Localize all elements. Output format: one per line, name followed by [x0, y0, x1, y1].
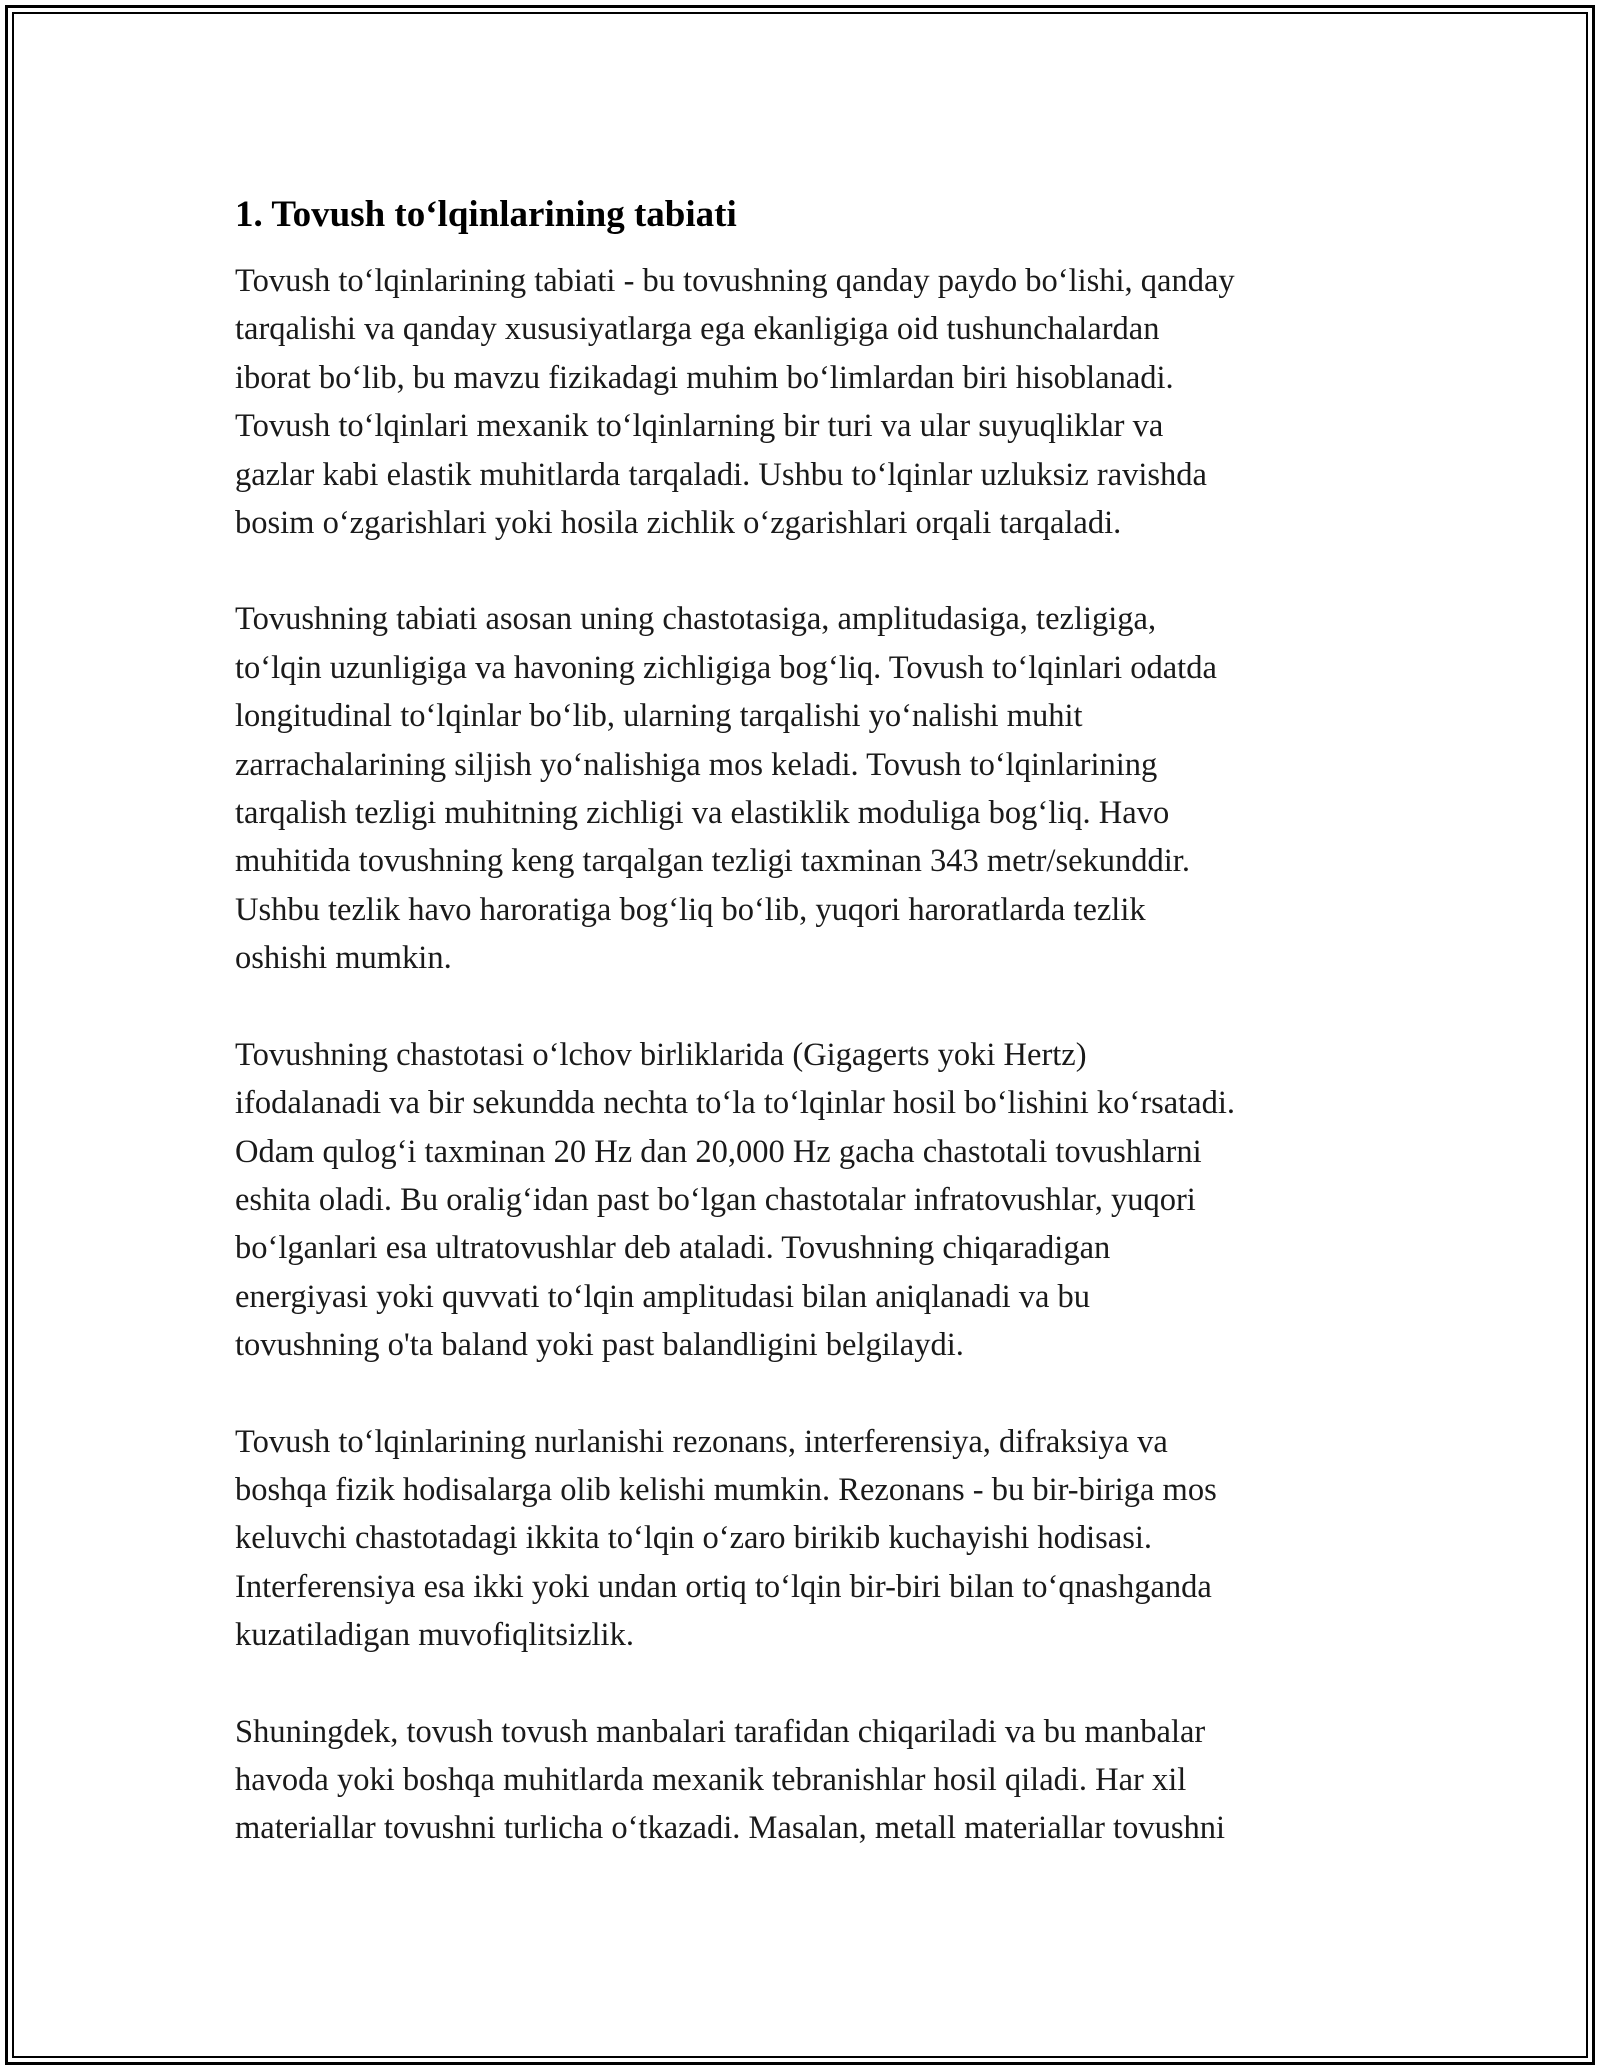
text-line: Ushbu tezlik havo haroratiga bog‘liq bo‘lib, yuqori haroratlarda tezlik — [235, 891, 1146, 928]
text-line: keluvchi chastotadagi ikkita to‘lqin o‘zaro birikib kuchayishi hodisasi. — [235, 1520, 1153, 1557]
text-line: Tovush to‘lqinlari mexanik to‘lqinlarning bir turi va ular suyuqliklar va — [235, 408, 1164, 445]
text-line: bo‘lganlari esa ultratovushlar deb ataladi. Tovushning chiqaradigan — [235, 1230, 1111, 1267]
text-line: muhitida tovushning keng tarqalgan tezligi taxminan 343 metr/sekunddir. — [235, 843, 1190, 880]
text-line: eshita oladi. Bu oralig‘idan past bo‘lgan chastotalar infratovushlar, yuqori — [235, 1181, 1196, 1218]
text-line: to‘lqin uzunligiga va havoning zichligiga bog‘liq. Tovush to‘lqinlari odatda — [235, 649, 1217, 686]
paragraph-4 — [235, 1418, 1375, 1660]
text-line: havoda yoki boshqa muhitlarda mexanik tebranishlar hosil qiladi. Har xil — [235, 1761, 1187, 1798]
text-line: Tovush to‘lqinlarining nurlanishi rezonans, interferensiya, difraksiya va — [235, 1423, 1168, 1460]
text-line: zarrachalarining siljish yo‘nalishiga mos keladi. Tovush to‘lqinlarining — [235, 746, 1158, 783]
text-line: Shuningdek, tovush tovush manbalari tarafidan chiqariladi va bu manbalar — [235, 1713, 1206, 1750]
text-line: iborat bo‘lib, bu mavzu fizikadagi muhim bo‘limlardan biri hisoblanadi. — [235, 359, 1174, 396]
paragraph-5 — [235, 1708, 1375, 1853]
paragraph-3 — [235, 1031, 1375, 1370]
text-line: boshqa fizik hodisalarga olib kelishi mumkin. Rezonans - bu bir-biriga mos — [235, 1471, 1217, 1508]
text-line: Tovushning chastotasi o‘lchov birliklarida (Gigagerts yoki Hertz) — [235, 1036, 1087, 1073]
document-body — [235, 185, 1375, 1901]
text-line: tarqalish tezligi muhitning zichligi va elastiklik moduliga bog‘liq. Havo — [235, 795, 1170, 832]
text-line: materiallar tovushni turlicha o‘tkazadi. Masalan, metall materiallar tovushni — [235, 1810, 1226, 1847]
text-line: bosim o‘zgarishlari yoki hosila zichlik o‘zgarishlari orqali tarqaladi. — [235, 505, 1122, 542]
text-line: longitudinal to‘lqinlar bo‘lib, ularning tarqalishi yo‘nalishi muhit — [235, 698, 1083, 735]
text-line: tovushning o'ta baland yoki past balandligini belgilaydi. — [235, 1327, 964, 1364]
text-line: tarqalishi va qanday xususiyatlarga ega ekanligiga oid tushunchalardan — [235, 311, 1160, 348]
paragraph-2 — [235, 595, 1375, 982]
text-line: kuzatiladigan muvofiqlitsizlik. — [235, 1617, 634, 1654]
text-line: ifodalanadi va bir sekundda nechta to‘la to‘lqinlar hosil bo‘lishini ko‘rsatadi. — [235, 1085, 1236, 1122]
text-line: Interferensiya esa ikki yoki undan ortiq to‘lqin bir-biri bilan to‘qnashganda — [235, 1568, 1212, 1605]
paragraph-1 — [235, 257, 1375, 547]
text-line: Tovush to‘lqinlarining tabiati - bu tovushning qanday paydo bo‘lishi, qanday — [235, 263, 1235, 299]
section-heading: 1. Tovush to‘lqinlarining tabiati — [235, 194, 737, 235]
text-line: Odam qulog‘i taxminan 20 Hz dan 20,000 Hz gacha chastotali tovushlarni — [235, 1133, 1202, 1170]
text-line: oshishi mumkin. — [235, 940, 452, 977]
text-line: gazlar kabi elastik muhitlarda tarqaladi. Ushbu to‘lqinlar uzluksiz ravishda — [235, 456, 1207, 493]
text-line: energiyasi yoki quvvati to‘lqin amplitudasi bilan aniqlanadi va bu — [235, 1278, 1091, 1315]
text-line: Tovushning tabiati asosan uning chastotasiga, amplitudasiga, tezligiga, — [235, 601, 1157, 638]
